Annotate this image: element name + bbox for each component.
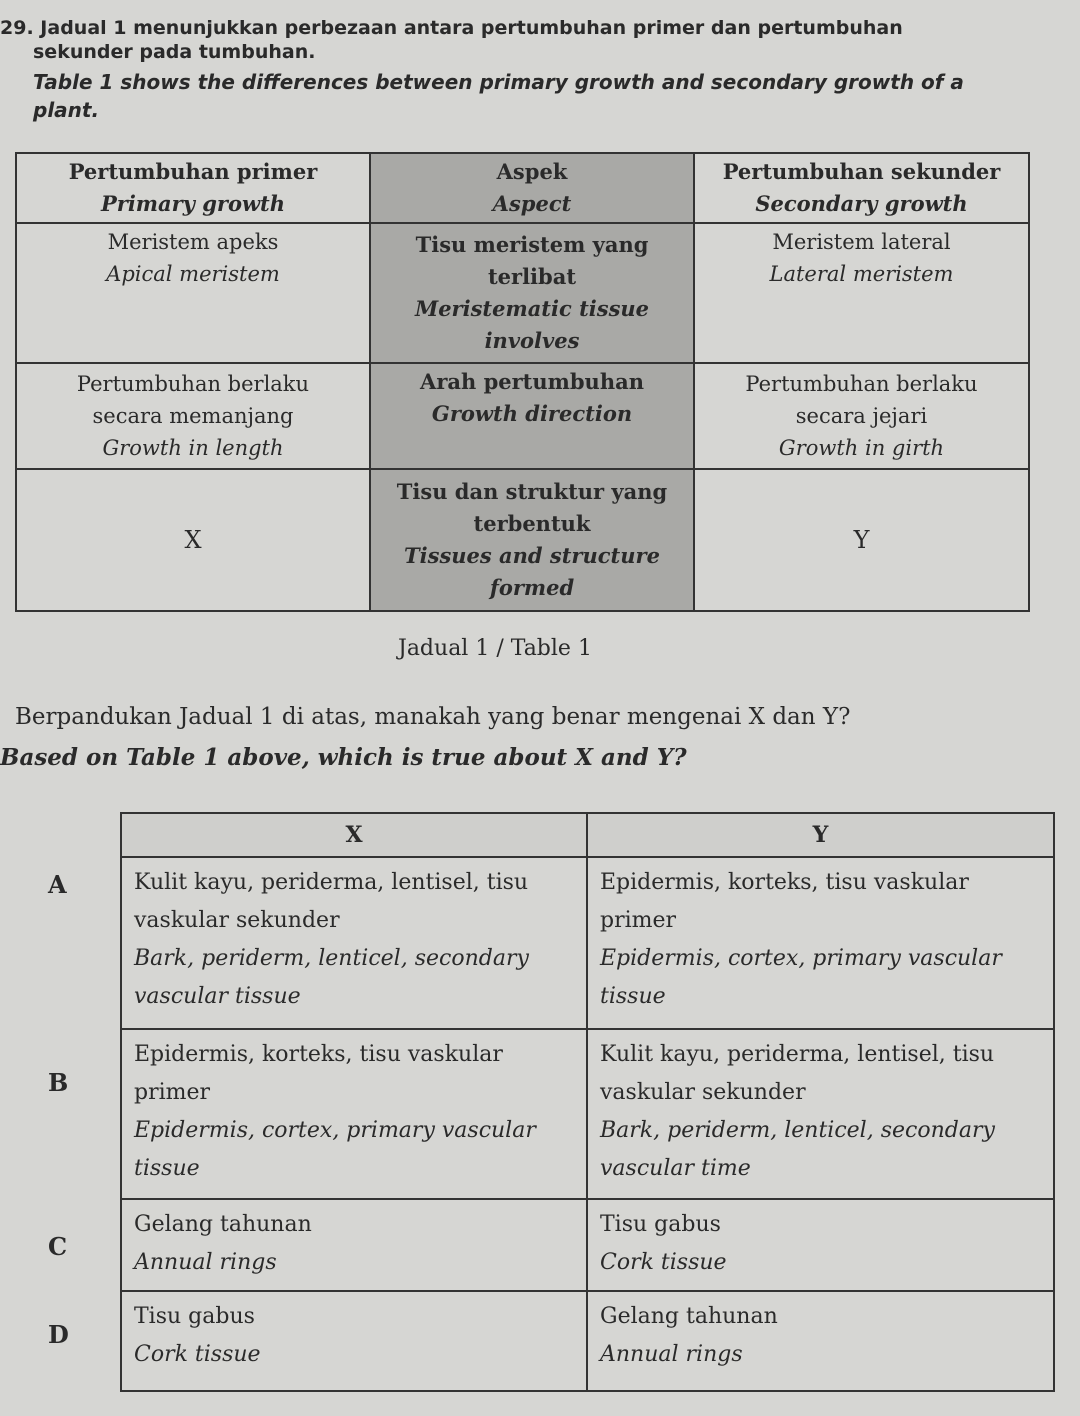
header-aspect <box>370 153 694 223</box>
option-b-x <box>121 1029 587 1199</box>
cell-secondary <box>694 363 1029 469</box>
question-number: 29. <box>0 17 34 39</box>
option-letter-b[interactable]: B <box>48 1068 69 1097</box>
table-1 <box>15 152 1030 612</box>
header-secondary-english: Secondary growth <box>755 191 968 216</box>
table-row <box>16 223 1029 363</box>
option-c-x <box>121 1199 587 1291</box>
table-row <box>16 363 1029 469</box>
cell-text: Pertumbuhan berlaku <box>76 372 310 396</box>
cell-text: Growth direction <box>431 401 633 426</box>
cell-secondary <box>694 223 1029 363</box>
header-y: Y <box>587 813 1054 857</box>
header-primary-malay: Pertumbuhan primer <box>68 159 318 184</box>
cell-text: Meristem lateral <box>772 230 951 254</box>
cell-text: Annual rings <box>134 1250 277 1275</box>
cell-text: Meristem apeks <box>107 230 279 254</box>
header-x: X <box>121 813 587 857</box>
option-row-a[interactable] <box>121 857 1054 1029</box>
cell-x: X <box>16 469 370 611</box>
prompt-malay: Berpandukan Jadual 1 di atas, manakah yang benar mengenai X dan Y? <box>15 704 851 730</box>
question-malay <box>0 16 1080 64</box>
cell-text: Meristematic tissue <box>414 296 650 321</box>
cell-text: Gelang tahunan <box>600 1304 778 1329</box>
cell-text: Growth in girth <box>778 436 945 460</box>
cell-text: Tissues and structure <box>404 543 660 568</box>
cell-text: terbentuk <box>473 511 591 536</box>
cell-text: Bark, periderm, lenticel, secondary vascular tissue <box>134 946 529 1009</box>
option-d-x <box>121 1291 587 1391</box>
table-caption: Jadual 1 / Table 1 <box>398 636 592 661</box>
cell-text: secara jejari <box>795 404 928 428</box>
option-letter-c[interactable]: C <box>48 1232 68 1261</box>
option-d-y <box>587 1291 1054 1391</box>
cell-text: Annual rings <box>600 1342 743 1367</box>
cell-text: Kulit kayu, periderma, lentisel, tisu vaskular sekunder <box>134 870 529 933</box>
cell-text: Apical meristem <box>106 262 280 286</box>
option-row-b[interactable] <box>121 1029 1054 1199</box>
question-block <box>0 16 1080 124</box>
option-letter-d[interactable]: D <box>48 1320 69 1349</box>
option-b-y <box>587 1029 1054 1199</box>
cell-text: Kulit kayu, periderma, lentisel, tisu vaskular sekunder <box>600 1042 995 1105</box>
option-row-c[interactable] <box>121 1199 1054 1291</box>
cell-aspect <box>370 363 694 469</box>
header-secondary <box>694 153 1029 223</box>
header-primary-english: Primary growth <box>100 191 286 216</box>
question-english-line2: plant. <box>33 98 100 122</box>
cell-aspect <box>370 469 694 611</box>
question-malay-line2: sekunder pada tumbuhan. <box>33 41 316 63</box>
cell-text: Epidermis, korteks, tisu vaskular primer <box>600 870 969 933</box>
cell-text: Growth in length <box>102 436 284 460</box>
cell-text: formed <box>489 575 575 600</box>
question-malay-line1: Jadual 1 menunjukkan perbezaan antara pertumbuhan primer dan pertumbuhan <box>40 17 903 39</box>
question-english <box>0 68 1080 124</box>
cell-text: Cork tissue <box>600 1250 727 1275</box>
cell-text: Tisu meristem yang <box>415 232 649 257</box>
option-a-x <box>121 857 587 1029</box>
cell-aspect <box>370 223 694 363</box>
cell-text: Tisu gabus <box>134 1304 255 1329</box>
cell-text: secara memanjang <box>92 404 294 428</box>
question-malay-line1-wrap <box>0 16 1080 40</box>
cell-y: Y <box>694 469 1029 611</box>
cell-text: Pertumbuhan berlaku <box>745 372 978 396</box>
options-table <box>120 812 1055 1392</box>
cell-primary <box>16 223 370 363</box>
option-c-y <box>587 1199 1054 1291</box>
header-secondary-malay: Pertumbuhan sekunder <box>722 159 1001 184</box>
cell-text: Gelang tahunan <box>134 1212 312 1237</box>
options-header <box>121 813 1054 857</box>
prompt-english: Based on Table 1 above, which is true about X and Y? <box>0 744 687 771</box>
table-row <box>16 469 1029 611</box>
header-primary <box>16 153 370 223</box>
cell-text: Epidermis, cortex, primary vascular tissue <box>134 1118 536 1181</box>
header-aspect-malay: Aspek <box>496 159 568 184</box>
table-1-header <box>16 153 1029 223</box>
option-letter-a[interactable]: A <box>48 870 67 899</box>
cell-text: Lateral meristem <box>769 262 954 286</box>
header-aspect-english: Aspect <box>492 191 572 216</box>
cell-text: Epidermis, cortex, primary vascular tissue <box>600 946 1002 1009</box>
cell-primary <box>16 363 370 469</box>
option-row-d[interactable] <box>121 1291 1054 1391</box>
cell-text: Epidermis, korteks, tisu vaskular primer <box>134 1042 503 1105</box>
cell-text: terlibat <box>487 264 577 289</box>
cell-text: Cork tissue <box>134 1342 261 1367</box>
cell-text: involves <box>484 328 580 353</box>
cell-text: Bark, periderm, lenticel, secondary vascular time <box>600 1118 995 1181</box>
option-a-y <box>587 857 1054 1029</box>
cell-text: Tisu gabus <box>600 1212 721 1237</box>
cell-text: Tisu dan struktur yang <box>396 479 668 504</box>
question-english-line1: Table 1 shows the differences between primary growth and secondary growth of a <box>33 70 964 94</box>
cell-text: Arah pertumbuhan <box>420 369 644 394</box>
